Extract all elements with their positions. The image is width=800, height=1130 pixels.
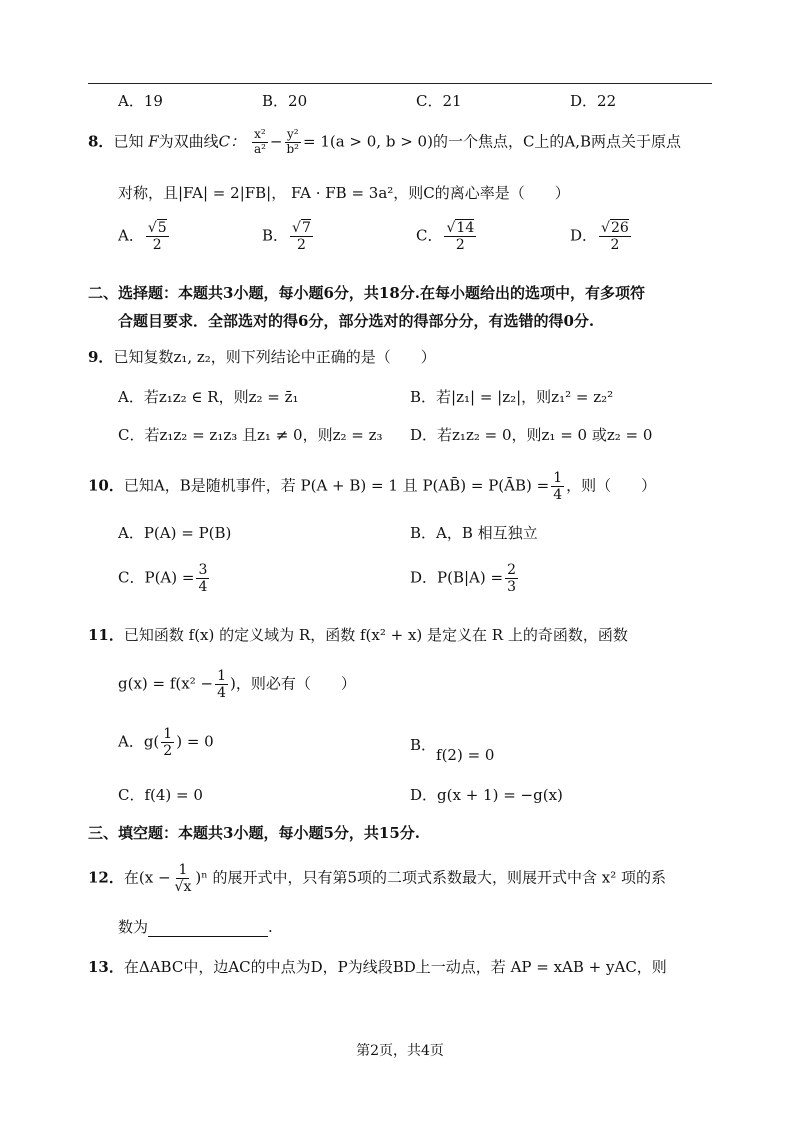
- option-a: A．19: [118, 92, 163, 110]
- q11-option-a: A．g( $\frac{1}{2}$ ) = 0: [118, 726, 214, 760]
- question-number: 13．: [88, 958, 124, 976]
- page-footer: 第2页，共4页: [356, 1043, 444, 1059]
- q11-option-b: B．f(2) = 0: [410, 736, 495, 764]
- q11-stem-2: g(x) = f(x² − $\frac{1}{4}$ )，则必有（ ）: [118, 668, 356, 702]
- q10-stem-b: ，则（ ）: [566, 476, 657, 495]
- q9-stem: 已知复数z₁, z₂，则下列结论中正确的是（ ）: [113, 348, 436, 366]
- q10-frac: $\frac{1}{4}$: [553, 470, 563, 504]
- q12-frac: $\frac{1}{√x}$: [174, 862, 192, 896]
- section-2-note: 合题目要求．全部选对的得6分，部分选对的得部分分，有选错的得0分.: [118, 312, 595, 330]
- question-number: 10．: [88, 476, 124, 495]
- q9-option-d: D．若z₁z₂ = 0，则z₁ = 0 或z₂ = 0: [410, 426, 653, 444]
- q11-option-d: D．g(x + 1) = −g(x): [410, 786, 563, 804]
- q12-line2: [118, 916, 273, 937]
- q8-f: F: [148, 132, 159, 151]
- question-number: 8．: [88, 132, 114, 151]
- q8-c: C：: [218, 132, 246, 151]
- q8-text-c: 的一个焦点，C上的A,B两点关于原点: [432, 132, 682, 151]
- question-9: [88, 346, 436, 367]
- question-10: [88, 470, 656, 503]
- q8-y-frac: $\frac{\text{y²}}{\text{b²}}$: [286, 127, 299, 156]
- question-8: 8．已知 F为双曲线C： $\frac{\text{x²}}{\text{a²}}$ − $\frac{\text{y²}}{\text{b²}}$ = 1(a > 0, b > 0)的一个焦点，C上的A,B两点关于原点: [88, 127, 682, 156]
- q10-option-d: D．P(B|A) = $\frac{2}{3}$: [410, 562, 516, 596]
- q9-option-b: B．若|z₁| = |z₂|，则z₁² = z₂²: [410, 388, 614, 406]
- q10-stem-a: 已知A，B是随机事件，若 P(A + B) = 1 且 P(AB̄) = P(ĀB) =: [123, 476, 550, 495]
- q9-option-a: A．若z₁z₂ ∈ R，则z₂ = z̄₁: [118, 388, 299, 406]
- q12-end: .: [268, 918, 273, 936]
- option-d: D．22: [570, 92, 617, 110]
- question-number: 11．: [88, 626, 124, 644]
- question-11: [88, 624, 628, 645]
- q8-option-c: C． $\frac{√14}{2}$: [416, 220, 475, 254]
- q8-option-b: B． $\frac{√7}{2}$: [262, 220, 311, 254]
- section-2-heading: 二、选择题：本题共3小题，每小题6分，共18分.在每小题给出的选项中，有多项符: [88, 284, 645, 302]
- q8-text-b: 为双曲线: [158, 132, 219, 151]
- q8-x-frac: $\frac{\text{x²}}{\text{a²}}$: [253, 127, 266, 156]
- question-number: 12．: [88, 868, 124, 887]
- question-number: 9．: [88, 348, 114, 366]
- q12-pre: 在(x −: [123, 868, 171, 887]
- q11-option-c: C．f(4) = 0: [118, 786, 203, 804]
- section-3-heading: 三、填空题：本题共3小题，每小题5分，共15分.: [88, 824, 420, 842]
- q10-option-a: A．P(A) = P(B): [118, 524, 232, 542]
- q8-cond: = 1(a > 0, b > 0): [302, 132, 433, 151]
- q12-post: )ⁿ 的展开式中，只有第5项的二项式系数最大，则展开式中含 x² 项的系: [195, 868, 667, 887]
- q11-stem-1: 已知函数 f(x) 的定义域为 R，函数 f(x² + x) 是定义在 R 上的奇函数，函数: [123, 626, 628, 644]
- q9-option-c: C．若z₁z₂ = z₁z₃ 且z₁ ≠ 0，则z₂ = z₃: [118, 426, 383, 444]
- q8-text-a: 已知: [113, 132, 144, 151]
- q8-option-a: A． $\frac{√5}{2}$: [118, 220, 167, 254]
- option-b: B．20: [262, 92, 308, 110]
- q13-stem: 在ΔABC中，边AC的中点为D，P为线段BD上一动点，若 AP = xAB + yAC，则: [123, 958, 667, 976]
- top-rule: [88, 83, 712, 84]
- question-12: [88, 862, 666, 895]
- q8-line2: 对称，且|FA| = 2|FB|， FA · FB = 3a²，则C的离心率是（ ）: [118, 184, 570, 202]
- answer-blank[interactable]: [148, 920, 268, 937]
- q8-option-d: D． $\frac{√26}{2}$: [570, 220, 629, 254]
- q12-line2-text: 数为: [118, 918, 149, 936]
- q10-option-c: C．P(A) = $\frac{3}{4}$: [118, 562, 208, 596]
- question-13: [88, 956, 667, 977]
- q10-option-b: B．A，B 相互独立: [410, 524, 538, 542]
- option-c: C．21: [416, 92, 462, 110]
